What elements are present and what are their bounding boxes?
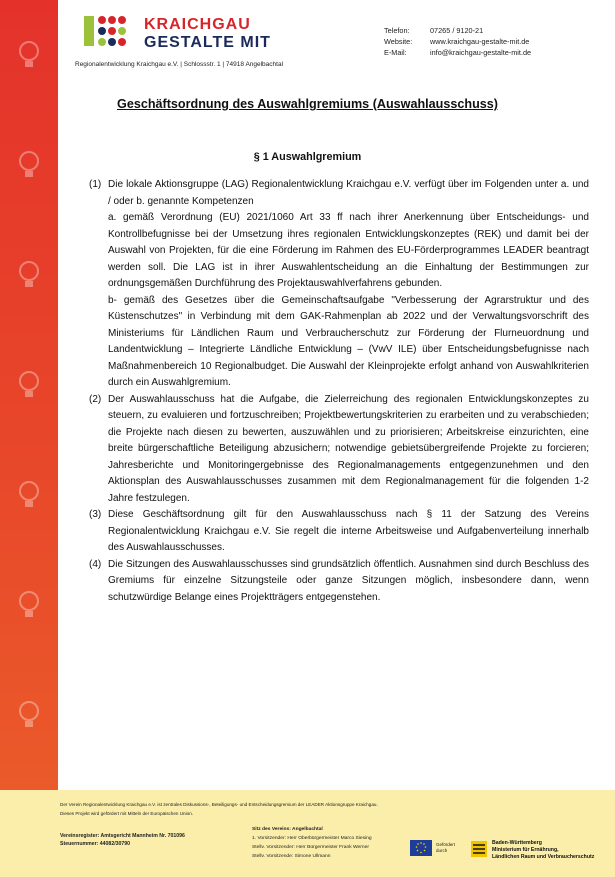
paragraph-text: Die Sitzungen des Auswahlausschusses sind grundsätzlich öffentlich. Ausnahmen sind durch Beschluss des Gremiums für einzelne Sitzungsteile oder ganze Sitzungen möglich, insbesondere dann, wenn schutzwürdige Belange eines Projektträgers entgegenstehen. <box>108 558 589 603</box>
register-number: Vereinsregister: Amtsgericht Mannheim Nr. 701096 <box>60 833 185 839</box>
logo-dots-icon <box>84 12 132 52</box>
bw-ministry-logo <box>470 838 600 864</box>
paragraph-text: Die lokale Aktionsgruppe (LAG) Regionalentwicklung Kraichgau e.V. verfügt über im Folgenden unter a. und / oder b. genannte Kompetenzen <box>108 179 589 207</box>
association-seat: Sitz des Vereins: Angelbachtal <box>252 827 323 832</box>
footer-funding-note: Dieses Projekt wird gefördert mit Mitteln der Europäischen Union. <box>60 811 194 816</box>
eu-funding-logo <box>410 840 468 862</box>
eu-text-line: durch <box>436 847 448 853</box>
paragraph-4 <box>89 557 589 607</box>
paragraph-3 <box>89 507 589 557</box>
contact-row-website <box>384 36 531 47</box>
paragraph-number: (4) <box>89 558 102 570</box>
bw-text-line: Ministerium für Ernährung, <box>492 847 559 853</box>
deputy-chairperson: Stellv. Vorsitzende: Simone Ullmann <box>252 854 331 859</box>
contact-label: E-Mail: <box>384 48 407 57</box>
kraichgau-logo <box>84 12 284 54</box>
lightbulb-icon <box>17 260 41 290</box>
bw-text-line: Baden-Württemberg <box>492 840 542 846</box>
paragraph-text: Der Auswahlausschuss hat die Aufgabe, die Zielerreichung des regionalen Entwicklungskonzeptes zu steuern, zu evaluieren und fortzuschreiben; Projektbewertungskriterien zu erarbeiten und zu verabschieden; die Projekte nach diesen zu bewerten, auszuwählen und zu priorisieren; Arbeitskreise einzurichten, eine breite bürgerschaftliche Beteiligung abzusichern; notwendige gebietsübergreifende Projekte zu forcieren; Jahresberichte und Monitoringergebnisse des Regionalmanagements entgegenzunehmen und den Aktionsplan des Auswahlausschusses zusammen mit dem Regionalmanagement für die folgenden 1-2 Jahre festzulegen. <box>108 393 589 504</box>
eu-text-line: Gefördert <box>436 842 456 847</box>
bw-coat-of-arms-icon <box>470 840 488 858</box>
bw-text-line: Ländlichen Raum und Verbraucherschutz <box>492 854 595 860</box>
footer-board <box>252 825 372 861</box>
contact-block <box>384 25 531 58</box>
contact-label: Telefon: <box>384 26 410 35</box>
paragraph-number: (3) <box>89 509 102 520</box>
header-address: Regionalentwicklung Kraichgau e.V. | Schlossstr. 1 | 74918 Angelbachtal <box>75 61 284 68</box>
paragraph-number: (1) <box>89 179 102 190</box>
paragraph-number: (2) <box>89 393 102 405</box>
paragraph-subitem-b: b- gemäß des Gesetzes über die Gemeinschaftsaufgabe "Verbesserung der Agrarstruktur und des Küstenschutzes" in Verbindung mit dem GAK-Rahmenplan ab 2022 und der Verwaltungsvorschrift des Ministeriums für Ländlichen Raum und Verbraucherschutz zur Förderung der Flurneuordnung und Landentwicklung – Integrierte Ländliche Entwicklung – (VwV ILE) über Entscheidungsbefugnisse nach Maßnahmenbereich 10 Regionalbudget. Die Auswahl der Kleinprojekte erfolgt anhand von Auswahlkriterien durch ein Auswahlgremium. <box>108 294 589 388</box>
paragraph-2 <box>89 392 589 508</box>
lightbulb-icon <box>17 40 41 70</box>
lightbulb-icon <box>17 700 41 730</box>
section-title: § 1 Auswahlgremium <box>253 151 362 163</box>
chairperson: 1. Vorsitzender: Herr Oberbürgermeister Marco Siesing <box>252 836 372 841</box>
paragraph-1 <box>89 177 589 392</box>
lightbulb-icon <box>17 370 41 400</box>
deputy-chairperson: Stellv. Vorsitzender: Herr Bürgermeister Frank Werner <box>252 845 369 850</box>
paragraph-text: Diese Geschäftsordnung gilt für den Auswahlausschuss nach § 11 der Satzung des Vereins Regionalentwicklung Kraichgau e.V. Sie regelt die interne Arbeitsweise und Aufgabenverteilung innerhalb des Auswahlausschusses. <box>108 509 589 553</box>
lightbulb-icon <box>17 480 41 510</box>
document-title: Geschäftsordnung des Auswahlgremiums (Auswahlausschuss) <box>117 97 498 111</box>
paragraph-subitem-a: a. gemäß Verordnung (EU) 2021/1060 Art 33 ff nach ihrer Anerkennung über Entscheidungs- und Kontrollbefugnisse bei der Umsetzung ihres regionalen Entwicklungskonzeptes (REK) und damit bei der Auswahl von Projekten, für die eine Förderung im Rahmen des EU-Förderprogrammes LEADER beantragt werden soll. Die LAG ist in ihrer Auswahlentscheidung an die Einhaltung der Bestimmungen zur ordnungsgemäßen Durchführung des Projektauswahlverfahrens gebunden. <box>108 212 589 289</box>
footer-note: Der Verein Regionalentwicklung Kraichgau e.V. ist zentrales Diskussions-, Beteiligungs- und Entscheidungsgremium der LEADER Aktionsgruppe Kraichgau. <box>60 802 378 807</box>
brand-name-line1: KRAICHGAU <box>144 16 251 33</box>
tax-number: Steuernummer: 44082/30790 <box>60 841 131 847</box>
footer-registry <box>60 832 185 848</box>
phone-number: 07265 / 9120-21 <box>430 26 484 35</box>
contact-row-phone <box>384 25 531 36</box>
document-body <box>89 177 589 606</box>
eu-funding-text <box>436 842 455 853</box>
contact-row-email <box>384 47 531 58</box>
contact-label: Website: <box>384 37 413 46</box>
eu-flag-icon <box>410 840 432 856</box>
side-decoration-strip <box>0 0 58 790</box>
bw-ministry-text <box>492 840 594 861</box>
lightbulb-icon <box>17 590 41 620</box>
email-link[interactable]: info@kraichgau-gestalte-mit.de <box>430 48 532 57</box>
brand-name-line2: GESTALTE MIT <box>144 34 271 51</box>
website-link[interactable]: www.kraichgau-gestalte-mit.de <box>430 37 530 46</box>
